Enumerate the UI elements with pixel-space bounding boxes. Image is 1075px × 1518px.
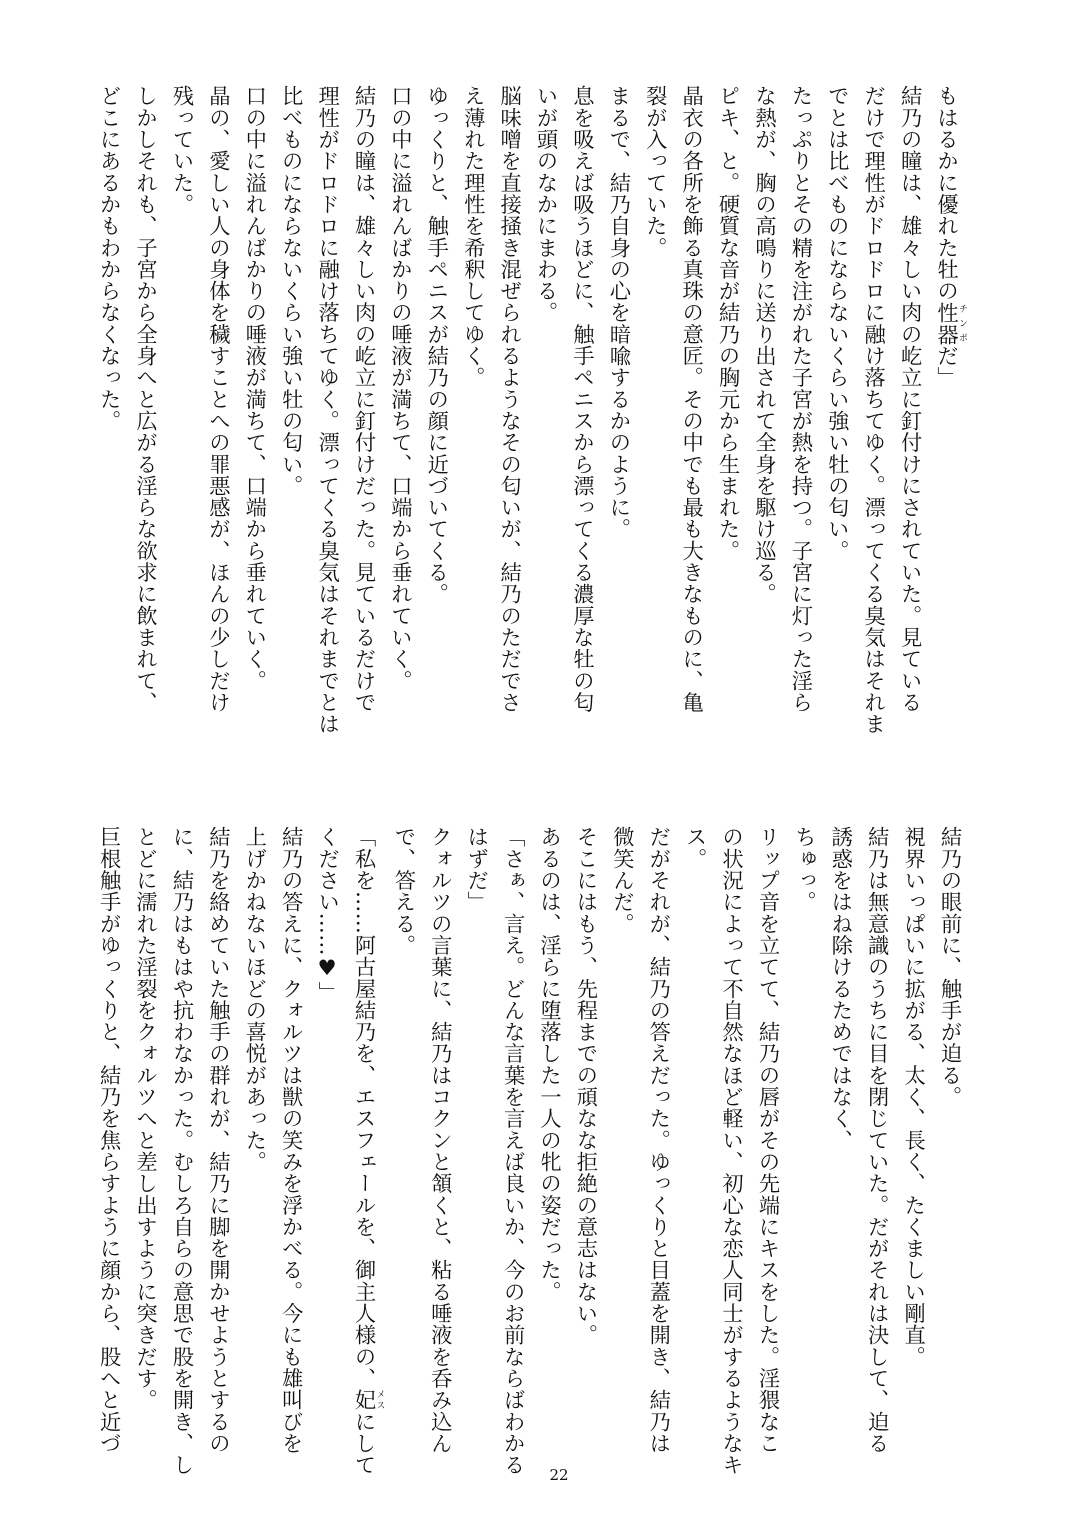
- text-line: 「さぁ、言え。どんな言葉を言えば良いか、今のお前ならばわかる: [500, 826, 526, 1476]
- text-line: 視界いっぱいに拡がる、太く、長く、たくましい剛直。: [900, 826, 926, 1368]
- text-line: 残っていた。: [168, 85, 194, 215]
- text-line: 「私を……阿古屋結乃を、エスフェールを、御主人様の、妃メスにして: [351, 826, 385, 1476]
- text-line: 結乃の瞳は、雄々しい肉の屹立に釘付けだった。見ているだけで: [351, 85, 376, 713]
- text-line: どこにあるかもわからなくなった。: [96, 85, 122, 432]
- text-line: ピキ、と。硬質な音が結乃の胸元から生まれた。: [715, 85, 741, 562]
- text-line: 比べものにならないくらい強い牡の匂い。: [278, 85, 304, 497]
- text-line: 裂が入っていた。: [642, 85, 668, 259]
- text-line: だがそれが、結乃の答えだった。ゆっくりと目蓋を開き、結乃は: [645, 826, 671, 1454]
- top-text-block: [90, 85, 967, 735]
- text-line: ス。: [682, 826, 708, 870]
- text-line: だけで理性がドロドロに融け落ちてゆく。漂ってくる臭気はそれま: [860, 85, 886, 735]
- text-line: ゆっくりと、触手ペニスが結乃の顔に近づいてくる。: [423, 85, 449, 605]
- text-line: とどに濡れた淫裂をクォルツへと差し出すように突きだす。: [132, 826, 158, 1411]
- text-line: 口の中に溢れんばかりの唾液が満ちて、口端から垂れていく。: [387, 85, 413, 692]
- text-line: リップ音を立てて、結乃の唇がその先端にキスをした。淫猥なこ: [754, 826, 780, 1454]
- text-line: 巨根触手がゆっくりと、結乃を焦らすように顔から、股へと近づ: [96, 826, 122, 1454]
- text-line: の状況によって不自然なほど軽い、初心な恋人同士がするようなキ: [718, 826, 744, 1476]
- text-line: 理性がドロドロに融け落ちてゆく。漂ってくる臭気はそれまでとは: [314, 85, 340, 735]
- text-line: でとは比べものにならないくらい強い牡の匂い。: [824, 85, 850, 562]
- text-line: 結乃の答えに、クォルツは獣の笑みを浮かべる。今にも雄叫びを: [278, 826, 304, 1454]
- text-line: 息を吸えば吸うほどに、触手ペニスから漂ってくる濃厚な牡の匂: [569, 85, 595, 713]
- text-line: 誘惑をはね除けるためではなく、: [827, 826, 853, 1151]
- bottom-text-block: [90, 826, 967, 1476]
- text-line: 結乃を絡めていた触手の群れが、結乃に脚を開かせようとするの: [205, 826, 231, 1454]
- ruby-annotation: 性器チンポ: [933, 301, 967, 345]
- text-line: な熱が、胸の高鳴りに送り出されて全身を駆け巡る。: [751, 85, 777, 605]
- text-line: 結乃の眼前に、触手が迫る。: [937, 826, 962, 1108]
- text-line: に、結乃はもはや抗わなかった。むしろ自らの意思で股を開き、し: [168, 826, 194, 1476]
- text-line: クォルツの言葉に、結乃はコクンと頷くと、粘る唾液を呑み込ん: [427, 826, 453, 1454]
- ruby-annotation: 妃メス: [351, 1388, 385, 1411]
- text-line: 脳味噌を直接掻き混ぜられるようなその匂いが、結乃のただでさ: [496, 85, 522, 713]
- text-line: ください……♥」: [314, 826, 340, 1003]
- page-number: 22: [549, 1466, 569, 1484]
- text-line: たっぷりとその精を注がれた子宮が熱を持つ。子宮に灯った淫ら: [787, 85, 813, 713]
- text-line: 上げかねないほどの喜悦があった。: [241, 826, 267, 1173]
- text-line: まるで、結乃自身の心を暗喩するかのように。: [605, 85, 631, 540]
- text-line: はずだ」: [463, 826, 489, 913]
- text-line: しかしそれも、子宮から全身へと広がる淫らな欲求に飲まれて、: [132, 85, 158, 713]
- text-line: 晶の、愛しい人の身体を穢すことへの罪悪感が、ほんの少しだけ: [205, 85, 231, 713]
- text-line: もはるかに優れた牡の性器チンポだ」: [933, 85, 967, 389]
- text-line: で、答える。: [390, 826, 416, 956]
- text-line: そこにはもう、先程までの頑なな拒絶の意志はない。: [572, 826, 598, 1346]
- text-line: あるのは、淫らに堕落した一人の牝の姿だった。: [536, 826, 562, 1303]
- text-line: ちゅっ。: [791, 826, 817, 913]
- text-line: いが頭のなかにまわる。: [533, 85, 559, 324]
- text-line: 微笑んだ。: [609, 826, 635, 935]
- text-line: 結乃は無意識のうちに目を閉じていた。だがそれは決して、迫る: [864, 826, 890, 1454]
- text-line: 口の中に溢れんばかりの唾液が満ちて、口端から垂れていく。: [241, 85, 267, 692]
- text-line: 晶衣の各所を飾る真珠の意匠。その中でも最も大きなものに、亀: [678, 85, 704, 713]
- text-line: え薄れた理性を希釈してゆく。: [460, 85, 486, 389]
- text-line: 結乃の瞳は、雄々しい肉の屹立に釘付けにされていた。見ている: [897, 85, 923, 713]
